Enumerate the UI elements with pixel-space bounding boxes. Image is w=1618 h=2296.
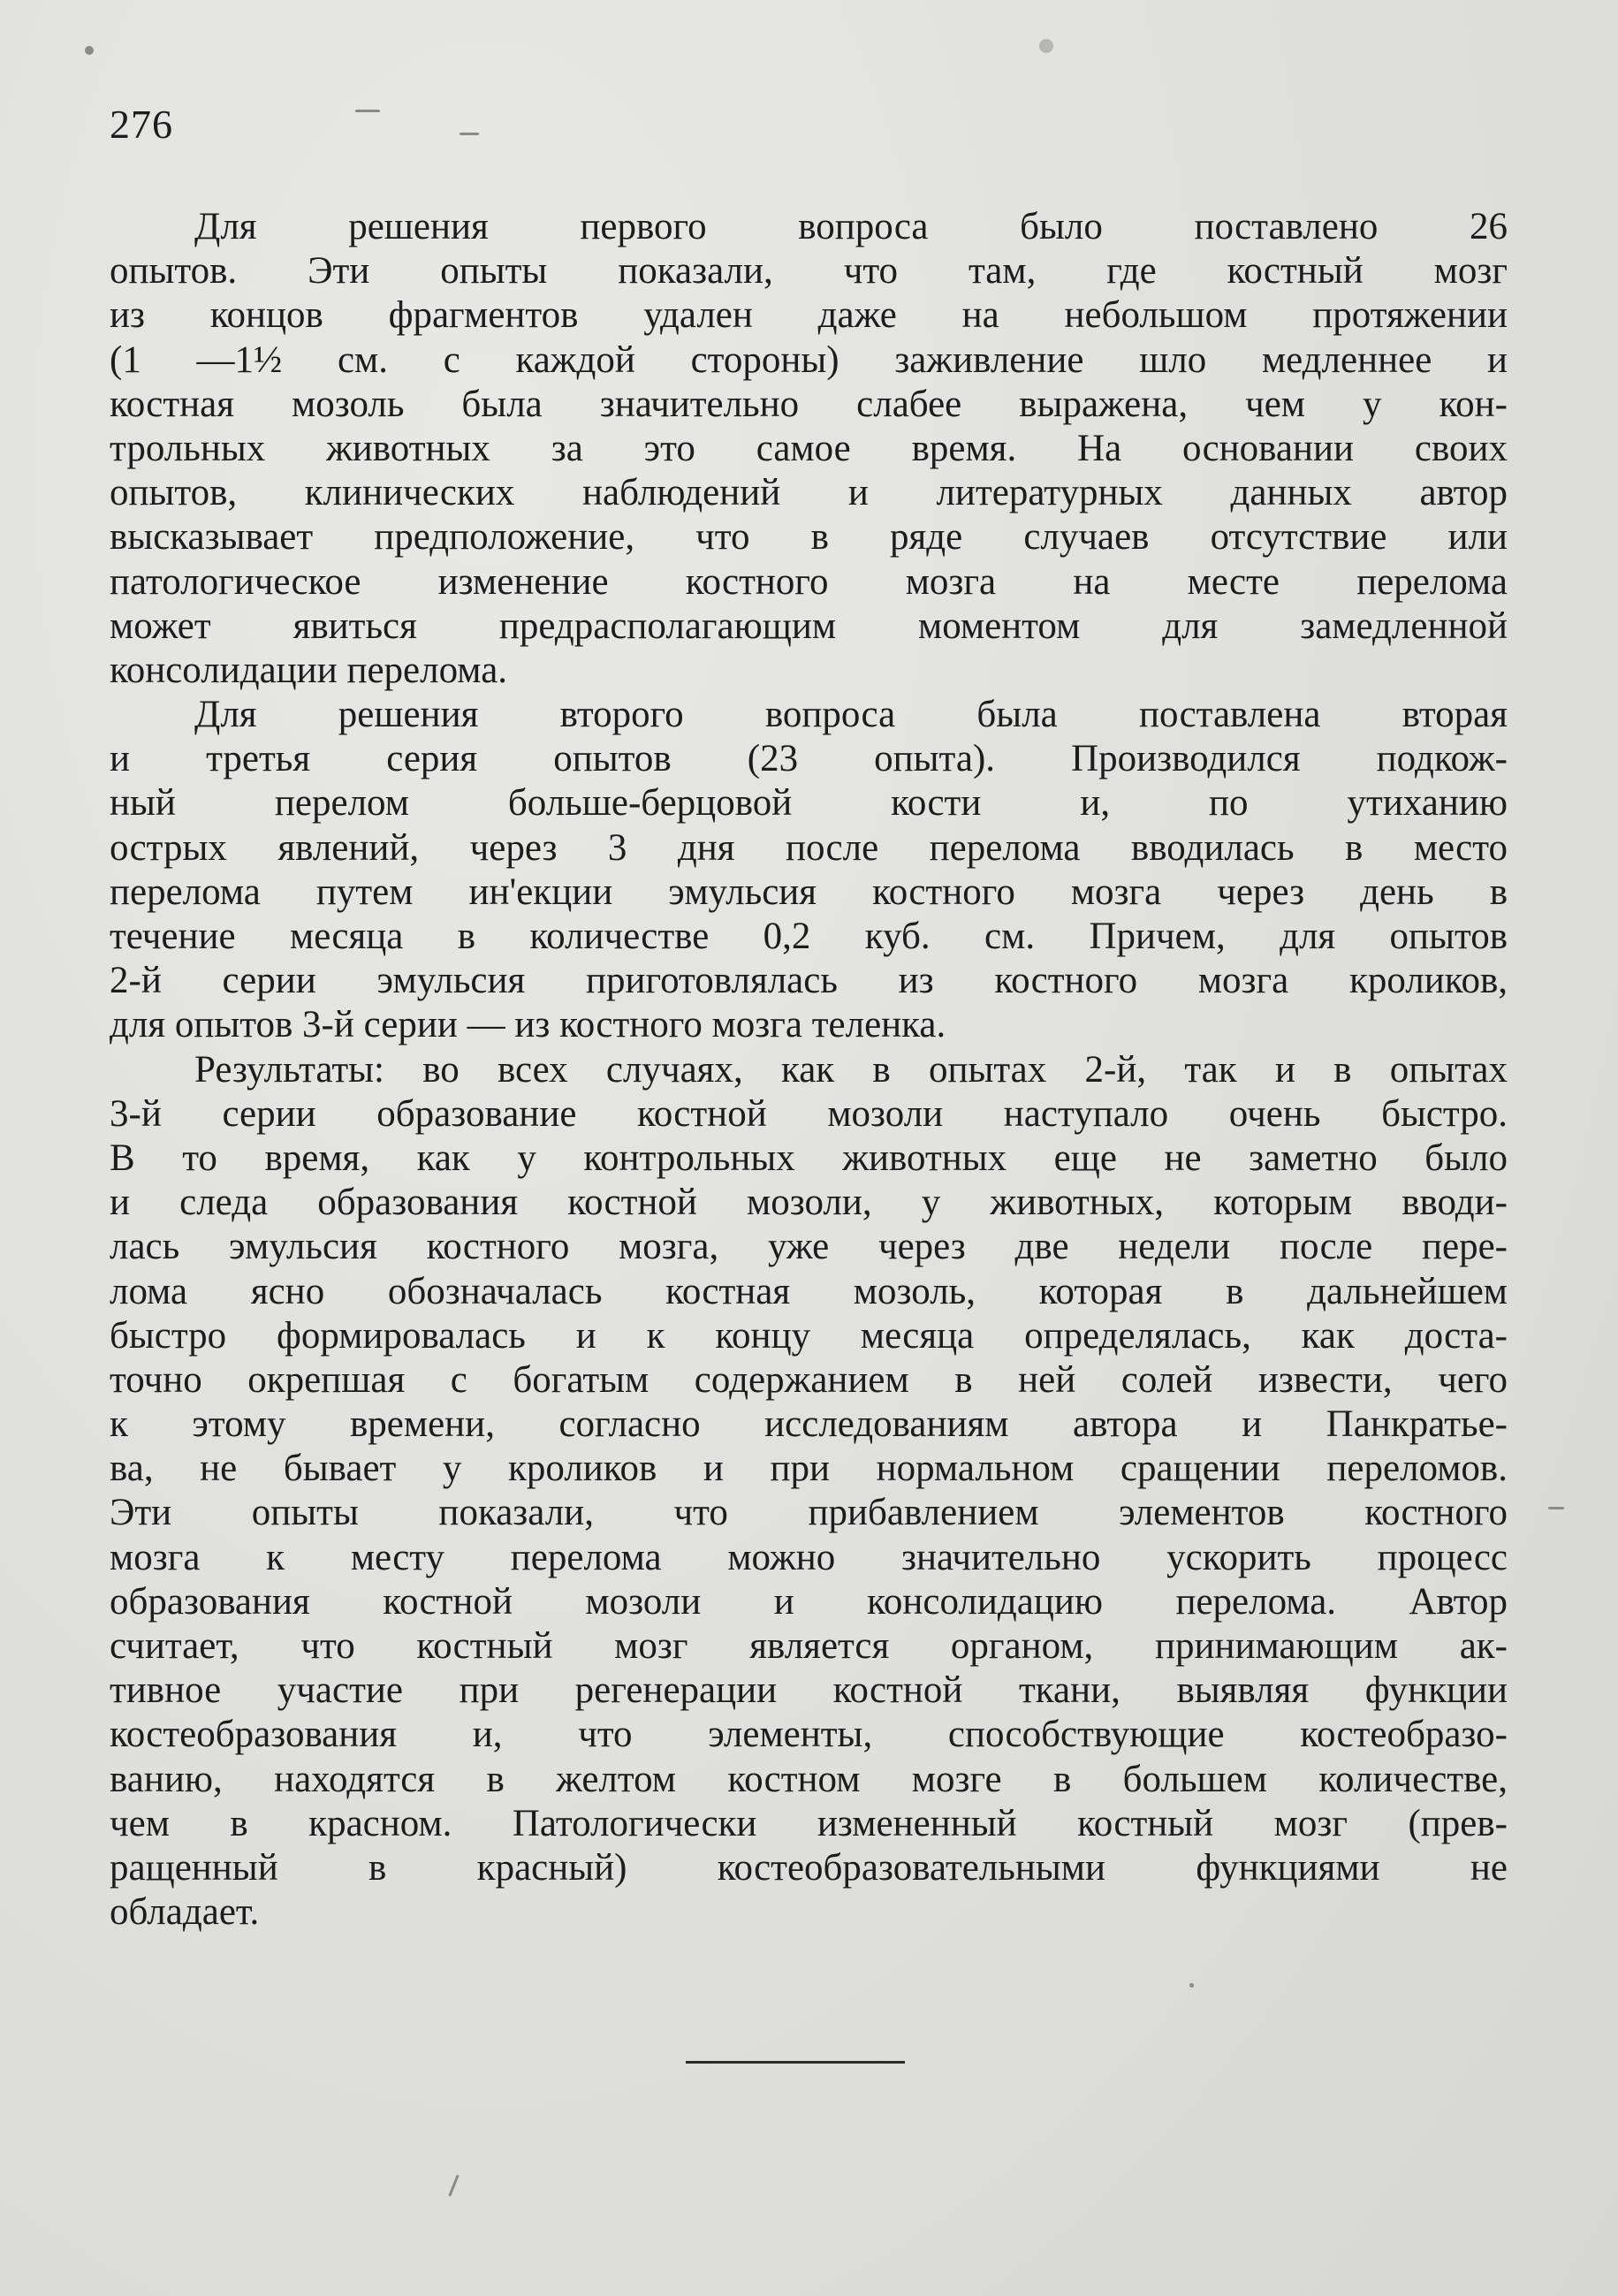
text-line: ванию, находятся в желтом костном мозге в большем количестве,: [110, 1758, 1508, 1800]
scan-speck: [1548, 1507, 1564, 1509]
scan-speck: [1189, 1983, 1194, 1988]
scan-speck: [448, 2174, 460, 2196]
text-line: опытов, клинических наблюдений и литературных данных автор: [110, 472, 1508, 514]
text-line: лома ясно обозначалась костная мозоль, которая в дальнейшем: [110, 1270, 1508, 1312]
text-line: Для решения второго вопроса была поставлена вторая: [194, 694, 1508, 736]
paragraph: [110, 205, 1508, 693]
page-number: 276: [110, 102, 173, 147]
text-line: чем в красном. Патологически измененный костный мозг (прев-: [110, 1802, 1508, 1844]
text-line: костеобразования и, что элементы, способствующие костеобразо-: [110, 1714, 1508, 1756]
text-line: к этому времени, согласно исследованиям автора и Панкратье-: [110, 1403, 1508, 1446]
body-text: [110, 205, 1508, 1935]
text-line: может явиться предрасполагающим моментом для замедленной: [110, 604, 1508, 647]
end-rule-divider: [686, 2061, 905, 2064]
text-line: 3-й серии образование костной мозоли наступало очень быстро.: [110, 1092, 1508, 1135]
text-line: ва, не бывает у кроликов и при нормальном сращении переломов.: [110, 1448, 1508, 1490]
text-line: для опытов 3-й серии — из костного мозга теленка.: [110, 1004, 946, 1046]
scan-speck: [460, 133, 479, 135]
text-line: точно окрепшая с богатым содержанием в ней солей извести, чего: [110, 1358, 1508, 1401]
text-line: тивное участие при регенерации костной ткани, выявляя функции: [110, 1669, 1508, 1712]
text-line: консолидации перелома.: [110, 649, 508, 691]
scan-speck: [85, 46, 94, 55]
text-line: (1 —1½ см. с каждой стороны) заживление шло медленнее и: [110, 338, 1508, 381]
text-line: острых явлений, через 3 дня после перелома вводилась в место: [110, 826, 1508, 869]
text-line: быстро формировалась и к концу месяца определялась, как доста-: [110, 1314, 1508, 1357]
text-line: перелома путем ин'екции эмульсия костного мозга через день в: [110, 871, 1508, 913]
text-line: патологическое изменение костного мозга на месте перелома: [110, 560, 1508, 603]
text-line: Эти опыты показали, что прибавлением элементов костного: [110, 1492, 1508, 1534]
scan-speck: [1039, 39, 1053, 53]
text-line: лась эмульсия костного мозга, уже через две недели после пере-: [110, 1226, 1508, 1268]
text-line: ный перелом больше-берцовой кости и, по утиханию: [110, 782, 1508, 825]
text-line: трольных животных за это самое время. На основании своих: [110, 427, 1508, 469]
paragraph: [110, 1048, 1508, 1935]
text-line: костная мозоль была значительно слабее выражена, чем у кон-: [110, 383, 1508, 425]
text-line: мозга к месту перелома можно значительно ускорить процесс: [110, 1536, 1508, 1578]
text-line: Для решения первого вопроса было поставлено 26: [194, 206, 1508, 247]
text-line: В то время, как у контрольных животных еще не заметно было: [110, 1137, 1508, 1179]
text-line: ращенный в красный) костеобразовательными функциями не: [110, 1846, 1508, 1889]
text-line: из концов фрагментов удален даже на небольшом протяжении: [110, 294, 1508, 337]
text-line: обладает.: [110, 1891, 260, 1934]
text-line: и третья серия опытов (23 опыта). Производился подкож-: [110, 738, 1508, 780]
text-line: высказывает предположение, что в ряде случаев отсутствие или: [110, 516, 1508, 559]
text-line: 2-й серии эмульсия приготовлялась из костного мозга кроликов,: [110, 960, 1508, 1002]
scan-speck: [355, 110, 380, 112]
text-line: считает, что костный мозг является органом, принимающим ак-: [110, 1625, 1508, 1667]
text-line: течение месяца в количестве 0,2 куб. см. Причем, для опытов: [110, 916, 1508, 957]
text-line: опытов. Эти опыты показали, что там, где костный мозг: [110, 250, 1508, 293]
text-line: и следа образования костной мозоли, у животных, которым вводи-: [110, 1182, 1508, 1224]
text-line: образования костной мозоли и консолидацию перелома. Автор: [110, 1580, 1508, 1623]
text-line: Результаты: во всех случаях, как в опытах 2-й, так и в опытах: [194, 1048, 1508, 1091]
paragraph: [110, 693, 1508, 1048]
